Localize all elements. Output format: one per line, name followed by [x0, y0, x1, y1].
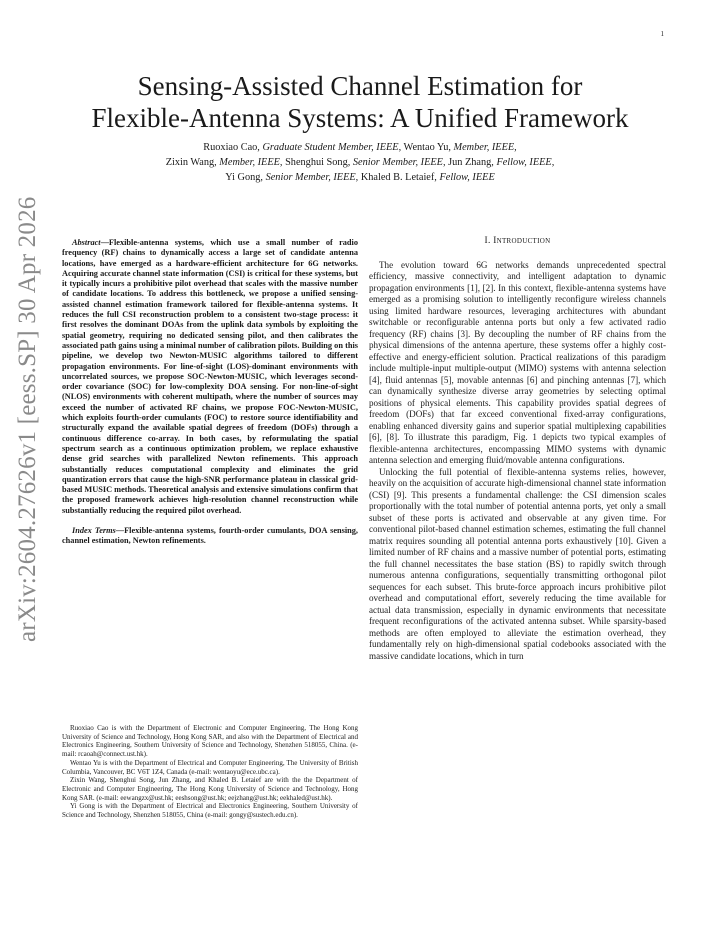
left-column	[62, 238, 358, 547]
footnote: Zixin Wang, Shenghui Song, Jun Zhang, and Khaled B. Letaief are with the the Department of Electronic and Computer Engineering, The Hong Kong University of Science and Technology, Hong Kong SAR. (e-mail: eewangzx@ust.hk; eeshsong@ust.hk; eejzhang@ust.hk; eekhaled@ust.hk).	[62, 776, 358, 802]
page-number: 1	[660, 30, 664, 38]
section-heading	[369, 236, 666, 248]
author-affiliation-role: Member, IEEE,	[453, 142, 517, 153]
footnote: Yi Gong is with the Department of Electrical and Electronics Engineering, Southern University of Science and Technology, Shenzhen 518055, China (e-mail: gongy@sustech.edu.cn).	[62, 802, 358, 820]
abstract	[62, 238, 358, 516]
body-paragraph: Unlocking the full potential of flexible-antenna systems relies, however, heavily on the acquisition of accurate high-dimensional channel state information (CSI) [9]. This presents a fundamental challenge: the CSI dimension scales proportionally with the total number of potential antenna ports, yet only a small subset of these ports is activated and observable at any given time. For conventional pilot-based channel estimation schemes, estimating the full channel matrix requires sounding all potential antenna ports exhaustively [10]. Given a limited number of RF chains and a massive number of potential ports, estimating the full channel necessitates the base station (BS) to rapidly switch through numerous antenna configurations, sequentially transmitting orthogonal pilot sequences for each subset. This brute-force approach incurs prohibitive pilot overhead and computational effort, severely reducing the time available for actual data transmission, especially in dynamic environments that necessitate frequent reconfigurations of the activated antenna subset. While sparsity-based methods are often employed to alleviate the estimation overhead, they fundamentally rely on high-dimensional spatial codebooks associated with the massive candidate locations, which in turn	[369, 466, 666, 661]
author-name: Yi Gong,	[225, 172, 266, 183]
index-terms-text: —Flexible-antenna systems, fourth-order cumulants, DOA sensing, channel estimation, Newton refinements.	[62, 526, 358, 546]
author-name: Ruoxiao Cao,	[203, 142, 263, 153]
author-name: Wentao Yu,	[401, 142, 454, 153]
author-name: Jun Zhang,	[445, 157, 497, 168]
body-paragraph: The evolution toward 6G networks demands unprecedented spectral efficiency, massive connectivity, and intelligent adaptation to dynamic propagation environments [1], [2]. In this context, flexible-antenna systems have emerged as a promising solution to intelligently reconfigure wireless channels using limited hardware resources, leveraging architectures with abundant switchable or reconfigurable antenna ports but only a few activated radio frequency (RF) chains [3]. By decoupling the number of RF chains from the physical dimensions of the antenna aperture, these systems offer a highly cost-effective and energy-efficient solution. Practical realizations of this paradigm include multiple-input multiple-output (MIMO) systems with antenna selection [4], fluid antennas [5], movable antennas [6] and pinching antennas [7], which can dynamically synthesize diverse array geometries by selecting optimal positions of physical elements. This capability provides spatial degrees of freedom (DOFs) that far exceed conventional fixed-array configurations, enabling enhanced diversity gains and superior spatial multiplexing capabilities [6], [8]. To illustrate this paradigm, Fig. 1 depicts two typical examples of flexible-antenna architectures, encompassing MIMO systems with dynamic antenna selection and emerging fluid/movable antenna configurations.	[369, 259, 666, 465]
author-affiliation-role: Graduate Student Member, IEEE,	[262, 142, 402, 153]
abstract-text: —Flexible-antenna systems, which use a small number of radio frequency (RF) chains to dynamically access a large set of candidate antenna locations, have emerged as a hardware-efficient architecture for 6G networks. Acquiring accurate channel state information (CSI) is critical for these systems, but it typically incurs a prohibitive pilot overhead that scales with the massive number of candidate locations. To address this bottleneck, we propose a unified sensing-assisted channel estimation framework tailored for flexible-antenna systems. It reduces the full CSI reconstruction problem to a consistent two-stage process: it first resolves the dominant DOAs from the uplink data symbols by exploiting the spatial geometry, requiring no dedicated sensing pilot, and then calibrates the associated path gains using a minimal number of calibration pilots. Building on this pipeline, we develop two Newton-MUSIC algorithms tailored to different propagation environments. For line-of-sight (LOS)-dominant environments with uncorrelated sources, we propose SOC-Newton-MUSIC, which leverages second-order covariance (SOC) for low-complexity DOA sensing. For non-line-of-sight (NLOS) environments with coherent multipath, where the number of sources may exceed the number of activated RF chains, we propose FOC-Newton-MUSIC, which exploits fourth-order cumulants (FOC) to restore source identifiability and structurally expand the available spatial degrees of freedom (DOFs) through a continuous difference co-array. In both cases, by reformulating the spatial spectrum search as a continuous optimization problem, we replace exhaustive dense grid searches with parallelized Newton refinements. This approach substantially reduces computational complexity and eliminates the grid quantization errors that cause the high-SNR performance plateau in classical grid-based MUSIC methods. Theoretical analysis and extensive simulations confirm that the proposed framework achieves high-resolution channel reconstruction while substantially reducing the required pilot overhead.	[62, 238, 358, 515]
author-footnotes	[62, 724, 358, 820]
footnote: Ruoxiao Cao is with the Department of Electronic and Computer Engineering, The Hong Kong University of Science and Technology, Hong Kong SAR, and also with the Department of Electrical and Electronics Engineering, Southern University of Science and Technology, Shenzhen 518055, China. (e-mail: rcaoah@connect.ust.hk).	[62, 724, 358, 759]
section-number: I.	[484, 236, 494, 246]
arxiv-identifier[interactable]: arXiv:2604.27626v1 [eess.SP] 30 Apr 2026	[14, 196, 41, 642]
right-column	[369, 236, 666, 662]
author-affiliation-role: Fellow, IEEE,	[496, 157, 555, 168]
author-name: Shenghui Song,	[282, 157, 353, 168]
author-affiliation-role: Fellow, IEEE	[439, 172, 495, 183]
author-affiliation-role: Senior Member, IEEE,	[265, 172, 359, 183]
title-line-2: Flexible-Antenna Systems: A Unified Framework	[91, 103, 629, 133]
author-name: Khaled B. Letaief,	[358, 172, 440, 183]
footnote: Wentao Yu is with the Department of Electrical and Computer Engineering, The University of British Columbia, Vancouver, BC V6T 1Z4, Canada (e-mail: wentaoyu@ece.ubc.ca).	[62, 758, 358, 776]
section-title: Introduction	[493, 236, 551, 246]
paper-title	[40, 70, 680, 134]
abstract-lead: Abstract	[72, 238, 101, 247]
author-affiliation-role: Senior Member, IEEE,	[352, 157, 446, 168]
index-terms-lead: Index Terms	[72, 526, 116, 536]
author-list	[60, 140, 660, 185]
author-name: Zixin Wang,	[165, 157, 220, 168]
title-line-1: Sensing-Assisted Channel Estimation for	[137, 71, 583, 101]
author-affiliation-role: Member, IEEE,	[219, 157, 283, 168]
index-terms	[62, 526, 358, 547]
